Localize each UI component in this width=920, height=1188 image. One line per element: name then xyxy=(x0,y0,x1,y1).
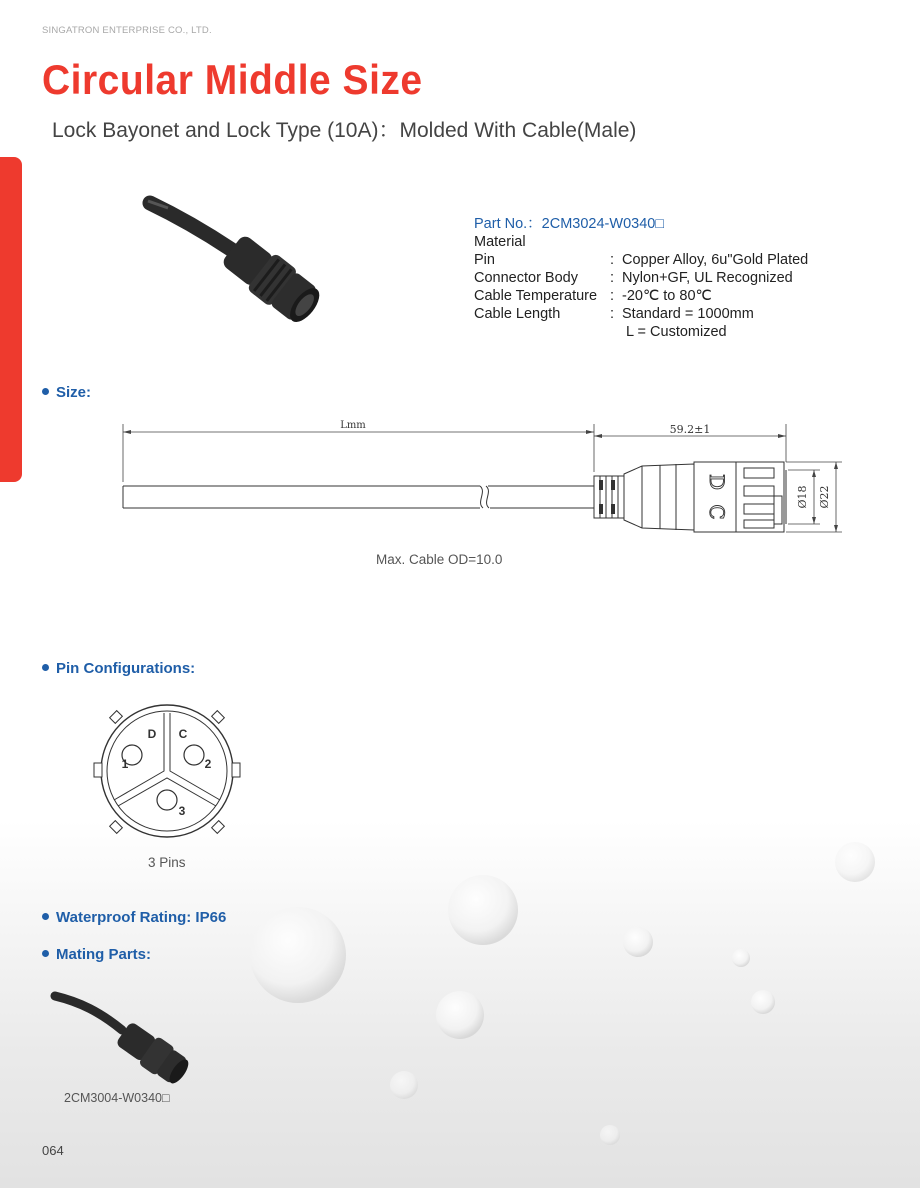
pin-number-2: 2 xyxy=(204,757,212,771)
waterproof-heading-text: Waterproof Rating: IP66 xyxy=(56,909,227,926)
spec-label: Pin xyxy=(474,252,495,268)
spec-value: Copper Alloy, 6u"Gold Plated xyxy=(622,252,809,268)
company-name: SINGATRON ENTERPRISE CO., LTD. xyxy=(42,25,212,36)
key-letter-d: D xyxy=(705,473,729,491)
page-title: Circular Middle Size xyxy=(42,58,423,104)
mating-heading-text: Mating Parts: xyxy=(56,946,152,963)
spec-colon: : xyxy=(610,270,615,286)
spec-label: Cable Length xyxy=(474,306,561,322)
spec-label: Connector Body xyxy=(474,270,578,286)
size-caption: Max. Cable OD=10.0 xyxy=(376,552,503,567)
pin-number-1: 1 xyxy=(121,757,129,771)
material-label: Material xyxy=(474,234,526,250)
spec-value: Standard = 1000mm xyxy=(622,306,754,322)
pin-number-3: 3 xyxy=(178,804,186,818)
spec-extra: L = Customized xyxy=(626,324,727,340)
size-heading-text: Size: xyxy=(56,384,92,401)
page-subtitle: Lock Bayonet and Lock Type (10A)：Molded With Cable(Male) xyxy=(52,119,637,142)
spec-value: -20℃ to 80℃ xyxy=(622,288,712,304)
key-letter-c: C xyxy=(705,504,729,520)
part-number: Part No.：2CM3024-W0340□ xyxy=(474,216,665,232)
spec-colon: : xyxy=(610,288,615,304)
pin-key-c: C xyxy=(178,727,188,741)
spec-label: Cable Temperature xyxy=(474,288,598,304)
dim-length-label: Lmm xyxy=(340,420,366,431)
dim-d22-label: Ø22 xyxy=(818,485,831,509)
dim-head-label: 59.2±1 xyxy=(669,423,711,436)
spec-value: Nylon+GF, UL Recognized xyxy=(622,270,793,286)
spec-colon: : xyxy=(610,252,615,268)
mating-part-number: 2CM3004-W0340□ xyxy=(64,1091,170,1105)
spec-colon: : xyxy=(610,306,615,322)
page-number: 064 xyxy=(42,1143,64,1158)
pin-key-d: D xyxy=(147,727,157,741)
pin-config-heading-text: Pin Configurations: xyxy=(56,660,196,677)
pins-caption: 3 Pins xyxy=(148,855,186,870)
dim-d18-label: Ø18 xyxy=(796,485,809,509)
